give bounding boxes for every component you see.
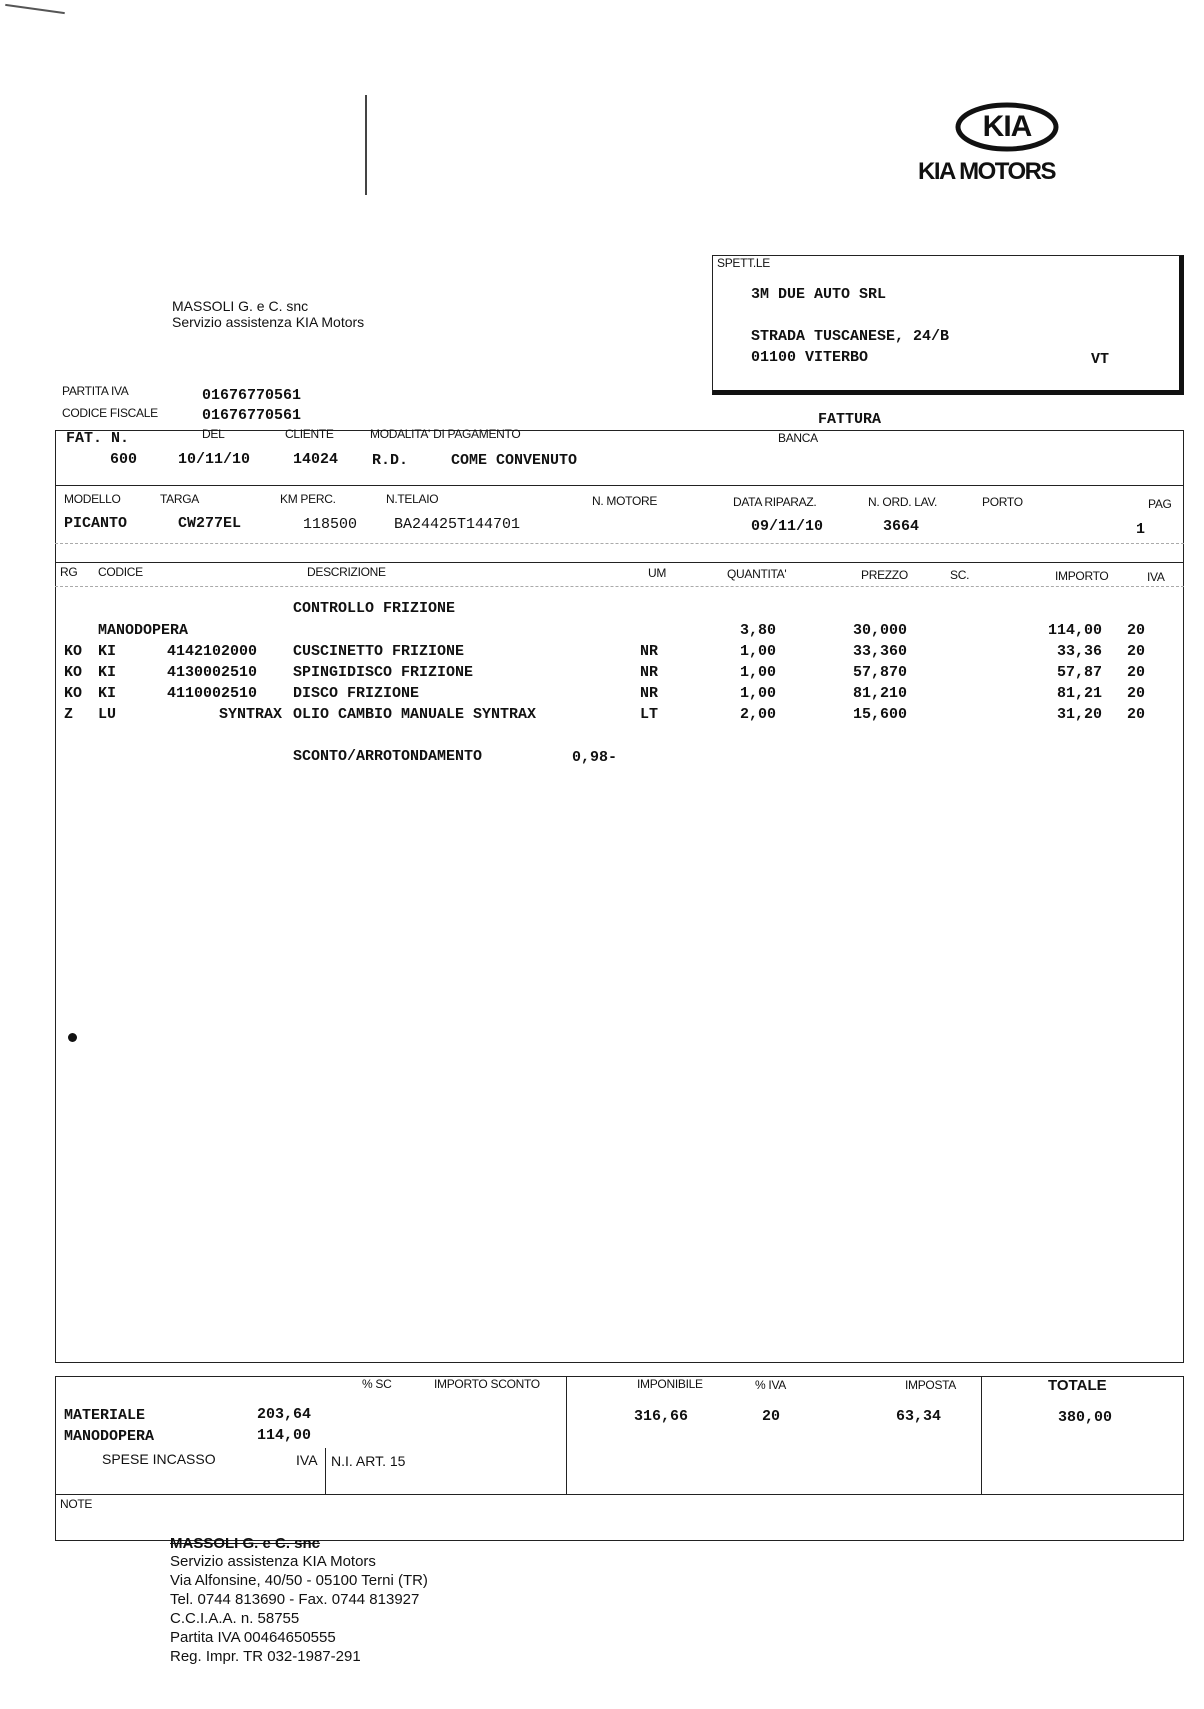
line-um: NR (640, 643, 659, 660)
line-um: NR (640, 664, 659, 681)
telaio-value: BA24425T144701 (394, 516, 521, 533)
recipient-label: SPETT.LE (717, 256, 770, 270)
line-desc: CUSCINETTO FRIZIONE (293, 643, 465, 660)
totals-imposta-label: IMPOSTA (905, 1378, 957, 1392)
divider (55, 562, 1184, 563)
col-codice: CODICE (98, 565, 143, 579)
ord-value: 3664 (883, 518, 920, 535)
ni-label: N.I. ART. 15 (331, 1453, 406, 1469)
brand-name: KIA MOTORS (918, 158, 1056, 185)
banca-label: BANCA (778, 431, 818, 445)
footer-line5: Partita IVA 00464650555 (170, 1629, 336, 1646)
divider (55, 586, 1184, 587)
data-value: 09/11/10 (751, 518, 824, 535)
line-price: 30,000 (853, 622, 908, 639)
footer-line4: C.C.I.A.A. n. 58755 (170, 1610, 300, 1627)
line-price: 81,210 (853, 685, 908, 702)
line-code: SYNTRAX (218, 706, 282, 723)
recipient-street: STRADA TUSCANESE, 24/B (751, 328, 950, 345)
line-rg: Z (64, 706, 74, 723)
manodopera-label: MANODOPERA (64, 1428, 155, 1445)
totals-sc-label: % SC (362, 1377, 392, 1391)
cliente-label: CLIENTE (285, 427, 334, 441)
col-importo: IMPORTO (1055, 569, 1109, 583)
kia-logo (955, 102, 1059, 152)
discount-label: SCONTO/ARROTONDAMENTO (293, 748, 483, 765)
totals-totale-label: TOTALE (1048, 1377, 1107, 1394)
line-qty: 1,00 (740, 685, 777, 702)
col-quantita: QUANTITA' (727, 567, 787, 581)
col-um: UM (648, 566, 667, 580)
porto-label: PORTO (982, 495, 1023, 509)
targa-value: CW277EL (178, 515, 242, 532)
discount-value: 0,98- (572, 749, 618, 766)
footer-line3: Tel. 0744 813690 - Fax. 0744 813927 (170, 1591, 420, 1608)
col-iva: IVA (1147, 570, 1165, 584)
imponibile-value: 316,66 (634, 1408, 689, 1425)
footer-name: MASSOLI G. e C. snc (170, 1535, 321, 1552)
scan-mark (365, 95, 367, 195)
divider (981, 1376, 982, 1494)
pagamento-code: R.D. (372, 452, 409, 469)
iva-pct-value: 20 (762, 1408, 781, 1425)
line-qty: 1,00 (740, 664, 777, 681)
line-iva: 20 (1127, 622, 1146, 639)
targa-label: TARGA (160, 492, 199, 506)
footer-line2: Via Alfonsine, 40/50 - 05100 Terni (TR) (170, 1572, 428, 1589)
materiale-value: 203,64 (257, 1406, 312, 1423)
totals-iva-pct-label: % IVA (755, 1378, 786, 1392)
line-um: NR (640, 685, 659, 702)
totale-value: 380,00 (1058, 1409, 1113, 1426)
col-sc: SC. (950, 568, 970, 582)
line-qty: 2,00 (740, 706, 777, 723)
cliente-value: 14024 (293, 451, 339, 468)
issuer-subtitle: Servizio assistenza KIA Motors (172, 314, 365, 330)
line-rg: KO (64, 685, 83, 702)
pagamento-value: COME CONVENUTO (451, 452, 578, 469)
modello-value: PICANTO (64, 515, 128, 532)
line-iva: 20 (1127, 643, 1146, 660)
divider (55, 543, 1184, 544)
del-label: DEL (202, 427, 225, 441)
col-prezzo: PREZZO (861, 568, 908, 582)
totals-imponibile-label: IMPONIBILE (637, 1377, 703, 1391)
piva-label: PARTITA IVA (62, 384, 129, 398)
footer-line1: Servizio assistenza KIA Motors (170, 1553, 376, 1570)
line-amount: 81,21 (1056, 685, 1102, 702)
doc-type: FATTURA (818, 411, 882, 428)
pagamento-label: MODALITA' DI PAGAMENTO (370, 427, 521, 441)
line-rg: KO (64, 643, 83, 660)
telaio-label: N.TELAIO (386, 492, 439, 506)
line-cat: LU (98, 706, 117, 723)
line-qty: 3,80 (740, 622, 777, 639)
line-rg: KO (64, 664, 83, 681)
line-cat: KI (98, 643, 117, 660)
line-code: 4142102000 (167, 643, 258, 660)
line-desc: SPINGIDISCO FRIZIONE (293, 664, 474, 681)
piva-value: 01676770561 (202, 387, 302, 404)
line-price: 15,600 (853, 706, 908, 723)
del-value: 10/11/10 (178, 451, 251, 468)
line-qty: 1,00 (740, 643, 777, 660)
footer-line6: Reg. Impr. TR 032-1987-291 (170, 1648, 361, 1665)
km-value: 118500 (303, 516, 358, 533)
recipient-province: VT (1091, 351, 1110, 368)
totals-importo-sconto-label: IMPORTO SCONTO (434, 1377, 540, 1391)
cf-label: CODICE FISCALE (62, 406, 158, 420)
fat-label: FAT. N. (66, 430, 130, 447)
line-cat: KI (98, 664, 117, 681)
divider (55, 485, 1184, 486)
iva-label: IVA (296, 1452, 318, 1468)
line-code: 4110002510 (167, 685, 258, 702)
note-label: NOTE (60, 1497, 93, 1511)
line-amount: 114,00 (1047, 622, 1102, 639)
line-desc: DISCO FRIZIONE (293, 685, 420, 702)
kia-logo-text: KIA (982, 110, 1032, 143)
issuer-name: MASSOLI G. e C. snc (172, 298, 309, 314)
motore-label: N. MOTORE (592, 494, 658, 508)
line-um: LT (640, 706, 659, 723)
scan-mark (5, 4, 65, 14)
line-code: MANODOPERA (98, 622, 189, 639)
pag-value: 1 (1136, 521, 1146, 538)
fat-value: 600 (110, 451, 138, 468)
pag-label: PAG (1148, 497, 1172, 511)
recipient-name: 3M DUE AUTO SRL (751, 286, 887, 303)
recipient-city: 01100 VITERBO (751, 349, 869, 366)
line-price: 57,870 (853, 664, 908, 681)
line-desc: OLIO CAMBIO MANUALE SYNTRAX (293, 706, 537, 723)
recipient-box (712, 255, 1184, 395)
line-iva: 20 (1127, 664, 1146, 681)
line-amount: 57,87 (1056, 664, 1102, 681)
divider (325, 1448, 326, 1494)
line-code: 4130002510 (167, 664, 258, 681)
line-amount: 31,20 (1056, 706, 1102, 723)
line-iva: 20 (1127, 685, 1146, 702)
divider (566, 1376, 567, 1494)
col-descrizione: DESCRIZIONE (307, 565, 386, 579)
manodopera-value: 114,00 (257, 1427, 312, 1444)
km-label: KM PERC. (280, 492, 336, 506)
imposta-value: 63,34 (896, 1408, 942, 1425)
line-amount: 33,36 (1056, 643, 1102, 660)
cf-value: 01676770561 (202, 407, 302, 424)
spese-label: SPESE INCASSO (102, 1451, 216, 1467)
modello-label: MODELLO (64, 492, 121, 506)
totals-box (55, 1376, 1184, 1541)
materiale-label: MATERIALE (64, 1407, 146, 1424)
invoice-frame (55, 430, 1184, 1363)
line-price: 33,360 (853, 643, 908, 660)
line-iva: 20 (1127, 706, 1146, 723)
divider (55, 1494, 1184, 1495)
col-rg: RG (60, 565, 78, 579)
ord-label: N. ORD. LAV. (868, 495, 938, 509)
section-title: CONTROLLO FRIZIONE (293, 600, 456, 617)
line-cat: KI (98, 685, 117, 702)
data-label: DATA RIPARAZ. (733, 495, 817, 509)
